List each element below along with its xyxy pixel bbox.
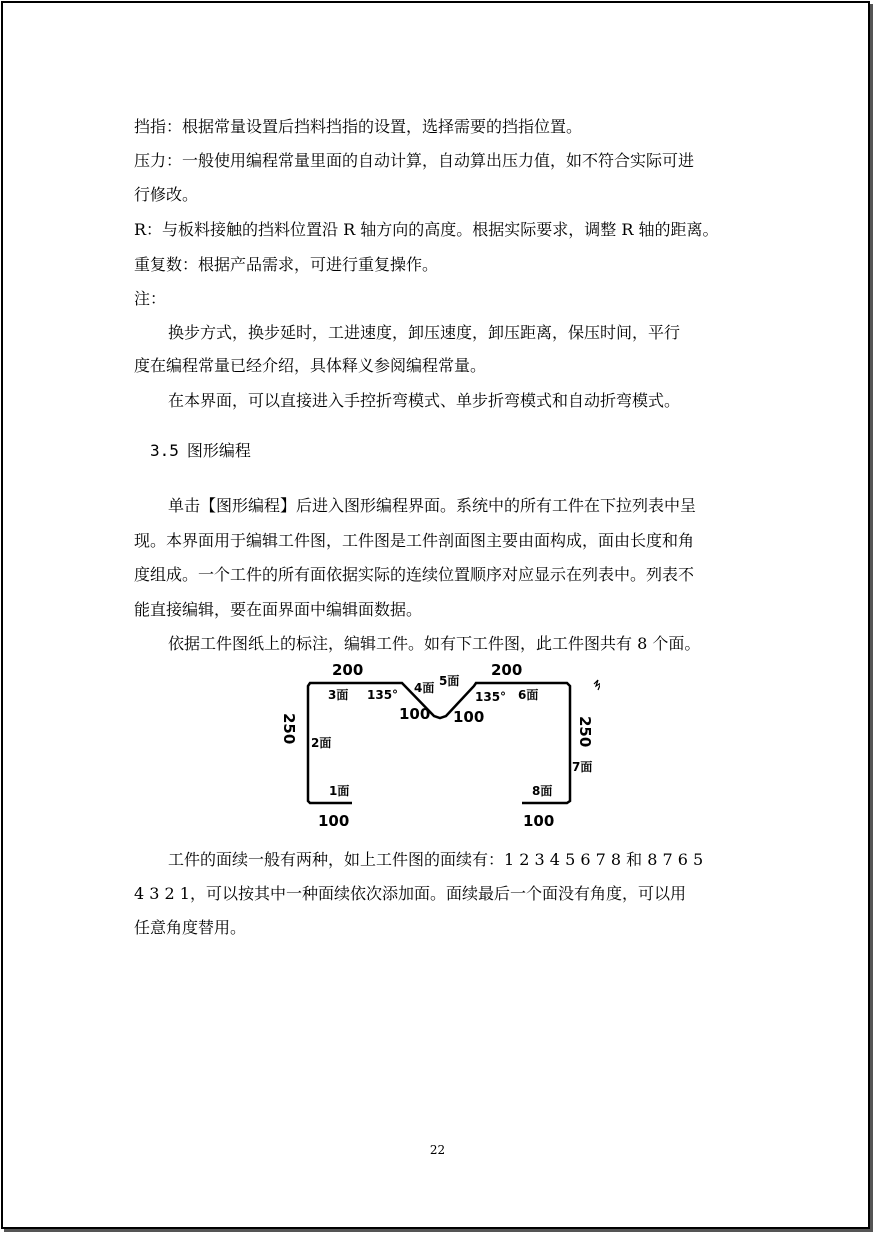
face-1-label: 1面 [329,784,350,798]
paragraph-r-axis: R：与板料接触的挡料位置沿 R 轴方向的高度。根据实际要求，调整 R 轴的距离。 [134,220,719,239]
dim-top-right: 200 [491,661,523,679]
dim-bottom-right: 100 [523,812,555,830]
section-title: 图形编程 [186,441,251,460]
note-label: 注： [134,289,167,308]
dim-v-right: 100 [453,708,485,726]
paragraph-graphic-line1: 单击【图形编程】后进入图形编程界面。系统中的所有工件在下拉列表中呈 [168,496,697,515]
dim-v-left: 100 [399,705,431,723]
paragraph-graphic-line3: 度组成。一个工件的所有面依据实际的连续位置顺序对应显示在列表中。列表不 [134,565,695,584]
workpiece-diagram [280,656,600,836]
angle-right: 135° [475,690,507,704]
paragraph-graphic-line4: 能直接编辑，要在面界面中编辑面数据。 [134,600,423,619]
page-number: 22 [429,1143,446,1157]
paragraph-pressure-line2: 行修改。 [134,185,199,204]
squiggle-mark [594,680,600,690]
page-frame [1,1,870,1229]
paragraph-sequence-line3: 任意角度替用。 [134,918,247,937]
note-line1: 换步方式，换步延时，工进速度，卸压速度，卸压距离，保压时间，平行 [168,323,681,342]
face-2-label: 2面 [311,736,332,750]
face-7-label: 7面 [572,760,593,774]
section-heading [150,438,251,461]
note-line2: 度在编程常量已经介绍，具体释义参阅编程常量。 [134,356,487,375]
paragraph-sequence-line1: 工件的面续一般有两种，如上工件图的面续有：1 2 3 4 5 6 7 8 和 8 7 6 5 [168,850,704,869]
paragraph-graphic-line2: 现。本界面用于编辑工件图，工件图是工件剖面图主要由面构成，面由长度和角 [134,531,695,550]
paragraph-mode-entry: 在本界面，可以直接进入手控折弯模式、单步折弯模式和自动折弯模式。 [168,391,681,410]
dim-left-side: 250 [280,713,298,745]
paragraph-example-intro: 依据工件图纸上的标注，编辑工件。如有下工件图，此工件图共有 8 个面。 [168,634,701,653]
paragraph-pressure-line1: 压力：一般使用编程常量里面的自动计算，自动算出压力值，如不符合实际可进 [134,151,695,170]
paragraph-stop-finger: 挡指：根据常量设置后挡料挡指的设置，选择需要的挡指位置。 [134,117,583,136]
paragraph-repeat-count: 重复数：根据产品需求，可进行重复操作。 [134,255,439,274]
face-4-label: 4面 [414,681,435,695]
paragraph-sequence-line2: 4 3 2 1，可以按其中一种面续依次添加面。面续最后一个面没有角度，可以用 [134,884,686,903]
face-3-label: 3面 [328,688,349,702]
dim-right-side: 250 [576,716,594,748]
face-6-label: 6面 [518,688,539,702]
section-number: 3.5 [150,441,179,460]
dim-top-left: 200 [332,661,364,679]
face-5-label: 5面 [439,674,460,688]
dim-bottom-left: 100 [318,812,350,830]
angle-left: 135° [367,688,399,702]
face-8-label: 8面 [532,784,553,798]
